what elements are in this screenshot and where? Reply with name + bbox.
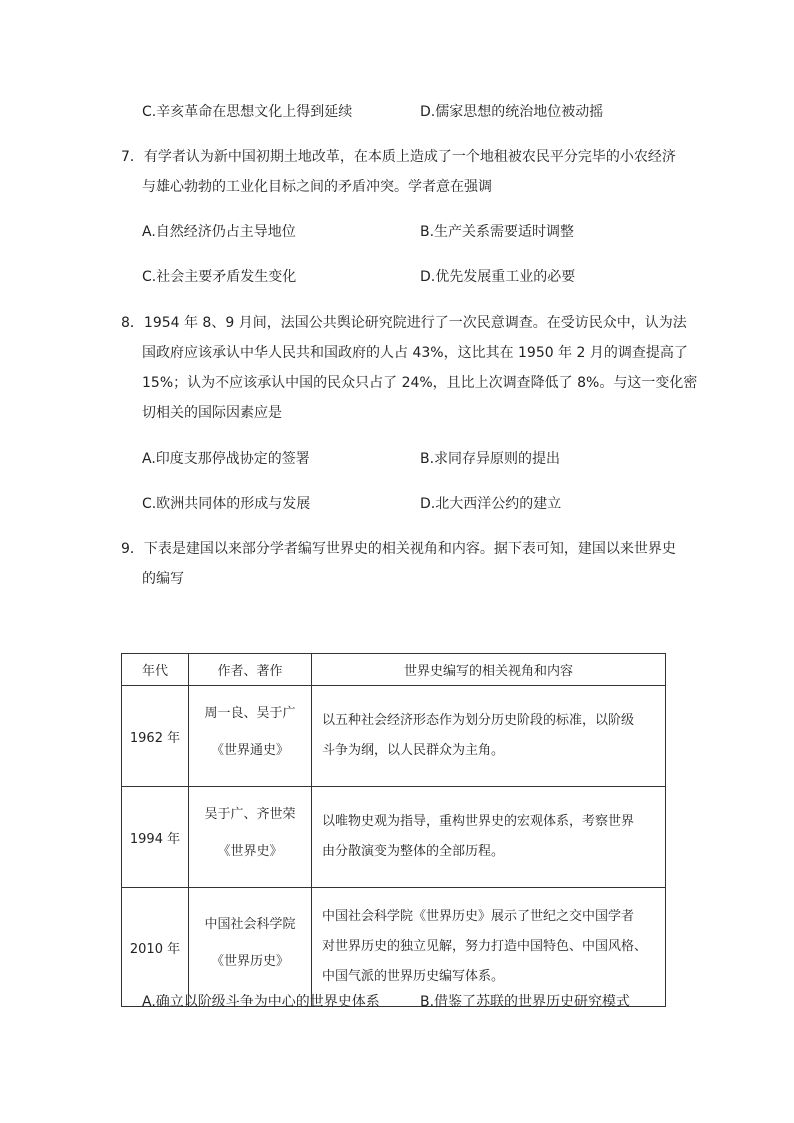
row-year: 1962 年 — [122, 686, 189, 787]
row-content — [312, 686, 666, 787]
table-row — [122, 787, 666, 888]
q7-option-a: A.自然经济仍占主导地位 — [142, 224, 296, 240]
row-author: 中国社会科学院 — [204, 917, 296, 932]
row-author: 周一良、吴于广 — [204, 706, 296, 721]
q8-stem-line-4: 切相关的国际因素应是 — [142, 405, 282, 421]
header-author: 作者、著作 — [189, 654, 312, 686]
row-content-line: 中国社会科学院《世界历史》展示了世纪之交中国学者 — [322, 909, 635, 924]
row-content-line: 以五种社会经济形态作为划分历史阶段的标准，以阶级 — [322, 713, 635, 728]
q8-option-d: D.北大西洋公约的建立 — [420, 496, 562, 512]
row-content — [312, 888, 666, 1007]
row-content-line: 中国气派的世界历史编写体系。 — [322, 969, 505, 984]
q8-option-b: B.求同存异原则的提出 — [420, 451, 561, 467]
row-author-cell — [189, 787, 312, 888]
row-year: 2010 年 — [122, 888, 189, 1007]
q7-option-d: D.优先发展重工业的必要 — [420, 269, 576, 285]
row-work: 《世界通史》 — [210, 743, 289, 758]
q8-stem-line-2: 国政府应该承认中华人民共和国政府的人占 43%，这比其在 1950 年 2 月的调查提高了 — [142, 345, 688, 361]
row-work: 《世界史》 — [217, 844, 283, 859]
row-author: 吴于广、齐世荣 — [204, 807, 296, 822]
q8-option-c: C.欧洲共同体的形成与发展 — [142, 496, 311, 512]
row-work: 《世界历史》 — [210, 954, 289, 969]
row-year: 1994 年 — [122, 787, 189, 888]
q7-stem-line-2: 与雄心勃勃的工业化目标之间的矛盾冲突。学者意在强调 — [142, 179, 492, 195]
row-content-line: 由分散演变为整体的全部历程。 — [322, 844, 505, 859]
q9-option-b: B.借鉴了苏联的世界历史研究模式 — [420, 994, 631, 1010]
q6-option-c: C.辛亥革命在思想文化上得到延续 — [142, 104, 353, 120]
row-content-line: 对世界历史的独立见解，努力打造中国特色、中国风格、 — [322, 939, 648, 954]
q9-table — [121, 653, 666, 1007]
row-author-cell — [189, 888, 312, 1007]
row-content-line: 斗争为纲，以人民群众为主角。 — [322, 743, 505, 758]
q8-option-a: A.印度支那停战协定的签署 — [142, 451, 310, 467]
q8-stem-line-1: 8．1954 年 8、9 月间，法国公共舆论研究院进行了一次民意调查。在受访民众中，认为法 — [121, 315, 687, 331]
q7-stem-line-1: 7．有学者认为新中国初期土地改革，在本质上造成了一个地租被农民平分完毕的小农经济 — [121, 149, 676, 165]
row-author-cell — [189, 686, 312, 787]
q7-option-b: B.生产关系需要适时调整 — [420, 224, 575, 240]
q8-stem-line-3: 15%；认为不应该承认中国的民众只占了 24%，且比上次调查降低了 8%。与这一变化密 — [142, 375, 698, 391]
table-row — [122, 686, 666, 787]
header-content: 世界史编写的相关视角和内容 — [312, 654, 666, 686]
q7-option-c: C.社会主要矛盾发生变化 — [142, 269, 297, 285]
q9-stem-line-1: 9．下表是建国以来部分学者编写世界史的相关视角和内容。据下表可知，建国以来世界史 — [121, 541, 676, 557]
header-year: 年代 — [122, 654, 189, 686]
q6-option-d: D.儒家思想的统治地位被动摇 — [420, 104, 604, 120]
row-content-line: 以唯物史观为指导，重构世界史的宏观体系，考察世界 — [322, 814, 635, 829]
row-content — [312, 787, 666, 888]
table-row — [122, 888, 666, 1007]
q9-stem-line-2: 的编写 — [142, 571, 184, 587]
table-header-row — [122, 654, 666, 686]
q9-option-a: A.确立以阶级斗争为中心的世界史体系 — [142, 994, 380, 1010]
